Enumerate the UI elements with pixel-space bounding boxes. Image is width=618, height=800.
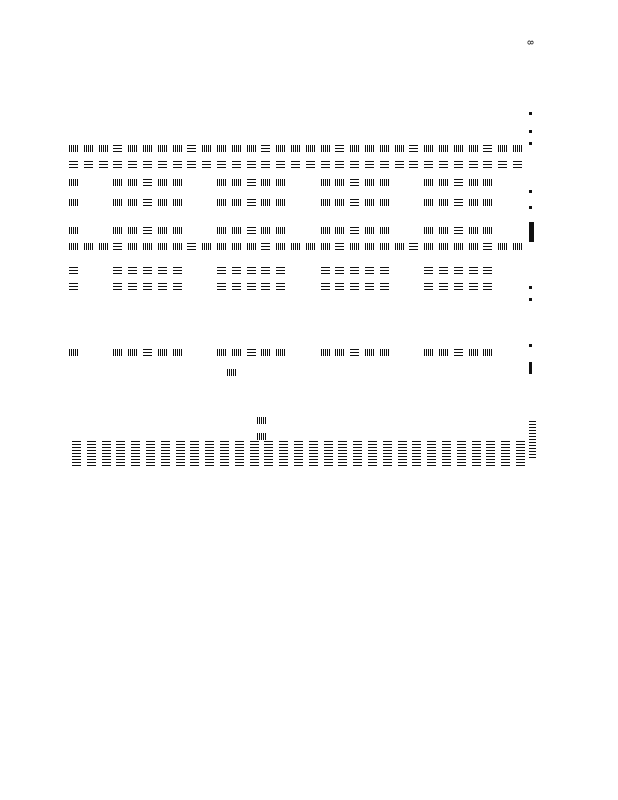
table-cell <box>454 199 463 206</box>
table-cell <box>257 417 266 424</box>
table-cell <box>291 161 300 168</box>
table-cell <box>143 267 152 274</box>
table-cell <box>350 161 359 168</box>
table-cell <box>469 199 478 206</box>
table-cell <box>380 227 389 234</box>
table-cell <box>113 267 122 274</box>
column-header <box>338 440 347 466</box>
table-cell <box>335 227 344 234</box>
table-cell <box>365 243 374 250</box>
table-cell <box>365 283 374 290</box>
table-cell <box>257 433 266 440</box>
side-mark <box>529 142 532 145</box>
table-cell <box>350 199 359 206</box>
table-cell <box>365 199 374 206</box>
table-cell <box>113 161 122 168</box>
table-cell <box>395 161 404 168</box>
table-cell <box>261 179 270 186</box>
column-header <box>116 440 125 466</box>
table-cell <box>276 199 285 206</box>
table-cell <box>217 179 226 186</box>
table-cell <box>128 199 137 206</box>
table-cell <box>173 243 182 250</box>
column-header <box>176 440 185 466</box>
table-cell <box>424 283 433 290</box>
table-cell <box>306 243 315 250</box>
table-cell <box>513 243 522 250</box>
table-cell <box>69 349 78 356</box>
table-cell <box>232 145 241 152</box>
table-cell <box>173 161 182 168</box>
table-cell <box>365 227 374 234</box>
table-cell <box>365 349 374 356</box>
table-cell <box>276 243 285 250</box>
page-number: 8 <box>525 39 535 46</box>
table-cell <box>247 145 256 152</box>
table-cell <box>365 145 374 152</box>
table-cell <box>173 179 182 186</box>
table-cell <box>217 199 226 206</box>
table-cell <box>217 283 226 290</box>
table-row <box>62 144 532 158</box>
table-cell <box>276 179 285 186</box>
side-mark <box>529 222 534 242</box>
table-cell <box>128 267 137 274</box>
table-cell <box>143 349 152 356</box>
column-header <box>235 440 244 466</box>
table-cell <box>247 161 256 168</box>
table-cell <box>173 267 182 274</box>
table-cell <box>469 145 478 152</box>
table-cell <box>247 283 256 290</box>
table-row <box>62 178 532 192</box>
table-cell <box>409 145 418 152</box>
table-cell <box>276 283 285 290</box>
table-cell <box>158 199 167 206</box>
side-mark <box>529 130 532 133</box>
table-cell <box>439 179 448 186</box>
table-cell <box>350 267 359 274</box>
table-cell <box>143 199 152 206</box>
table-cell <box>291 243 300 250</box>
table-cell <box>395 243 404 250</box>
table-cell <box>69 283 78 290</box>
table-cell <box>321 267 330 274</box>
table-cell <box>483 349 492 356</box>
table-cell <box>335 145 344 152</box>
table-cell <box>84 243 93 250</box>
table-cell <box>261 199 270 206</box>
table-cell <box>232 283 241 290</box>
table-cell <box>261 161 270 168</box>
table-cell <box>143 161 152 168</box>
column-header <box>324 440 333 466</box>
table-cell <box>380 283 389 290</box>
column-header <box>501 440 510 466</box>
table-cell <box>143 243 152 250</box>
table-cell <box>498 145 507 152</box>
table-cell <box>69 243 78 250</box>
table-cell <box>454 349 463 356</box>
table-cell <box>365 161 374 168</box>
table-cell <box>276 161 285 168</box>
table-cell <box>128 179 137 186</box>
table-cell <box>276 145 285 152</box>
table-cell <box>454 227 463 234</box>
table-cell <box>232 161 241 168</box>
table-cell <box>439 145 448 152</box>
table-cell <box>454 179 463 186</box>
table-cell <box>454 267 463 274</box>
column-header <box>161 440 170 466</box>
table-cell <box>469 283 478 290</box>
table-cell <box>143 227 152 234</box>
table-cell <box>128 161 137 168</box>
table-row <box>62 198 532 212</box>
table-cell <box>247 267 256 274</box>
table-cell <box>143 179 152 186</box>
table-cell <box>217 267 226 274</box>
table-cell <box>113 243 122 250</box>
table-row <box>62 282 532 296</box>
table-cell <box>469 227 478 234</box>
table-cell <box>202 243 211 250</box>
table-cell <box>335 349 344 356</box>
table-cell <box>439 283 448 290</box>
table-cell <box>217 227 226 234</box>
table-row <box>62 266 532 280</box>
column-header <box>383 440 392 466</box>
table-cell <box>69 199 78 206</box>
table-cell <box>276 267 285 274</box>
column-header <box>205 440 214 466</box>
table-cell <box>158 179 167 186</box>
table-cell <box>350 227 359 234</box>
table-cell <box>173 349 182 356</box>
table-cell <box>187 145 196 152</box>
table-cell <box>380 145 389 152</box>
table-cell <box>261 243 270 250</box>
table-cell <box>158 349 167 356</box>
table-cell <box>158 145 167 152</box>
table-cell <box>128 243 137 250</box>
table-cell <box>202 161 211 168</box>
table-cell <box>409 243 418 250</box>
table-cell <box>469 161 478 168</box>
table-cell <box>99 161 108 168</box>
table-cell <box>335 243 344 250</box>
table-cell <box>380 243 389 250</box>
table-cell <box>143 283 152 290</box>
table-cell <box>424 179 433 186</box>
table-cell <box>217 145 226 152</box>
table-cell <box>232 199 241 206</box>
column-header <box>427 440 436 466</box>
table-cell <box>439 349 448 356</box>
table-cell <box>350 283 359 290</box>
table-cell <box>261 227 270 234</box>
table-cell <box>380 179 389 186</box>
column-header <box>516 440 525 466</box>
table-cell <box>113 199 122 206</box>
table-cell <box>113 349 122 356</box>
column-header <box>279 440 288 466</box>
table-cell <box>335 161 344 168</box>
column-header <box>146 440 155 466</box>
column-header <box>309 440 318 466</box>
column-header <box>220 440 229 466</box>
side-mark <box>529 362 532 374</box>
table-cell <box>261 267 270 274</box>
side-mark <box>529 206 532 209</box>
table-cell <box>469 243 478 250</box>
table-cell <box>350 179 359 186</box>
table-cell <box>365 267 374 274</box>
table-cell <box>395 145 404 152</box>
table-cell <box>321 349 330 356</box>
table-cell <box>69 267 78 274</box>
table-cell <box>143 145 152 152</box>
column-header <box>457 440 466 466</box>
table-cell <box>113 145 122 152</box>
column-header <box>250 440 259 466</box>
table-cell <box>454 243 463 250</box>
table-cell <box>247 243 256 250</box>
table-cell <box>158 283 167 290</box>
table-cell <box>513 161 522 168</box>
table-cell <box>261 145 270 152</box>
side-mark <box>529 344 532 347</box>
side-mark <box>529 298 532 301</box>
table-cell <box>439 243 448 250</box>
table-cell <box>469 349 478 356</box>
table-cell <box>158 267 167 274</box>
table-cell <box>69 145 78 152</box>
table-cell <box>217 161 226 168</box>
column-header <box>472 440 481 466</box>
table-row <box>62 160 532 174</box>
table-cell <box>247 227 256 234</box>
table-cell <box>483 227 492 234</box>
side-mark <box>529 190 532 193</box>
table-cell <box>261 349 270 356</box>
table-cell <box>424 349 433 356</box>
rotated-data-table <box>62 136 532 476</box>
column-header <box>264 440 273 466</box>
table-cell <box>69 179 78 186</box>
column-header <box>353 440 362 466</box>
table-cell <box>99 145 108 152</box>
table-cell <box>306 145 315 152</box>
table-cell <box>424 267 433 274</box>
table-cell <box>128 227 137 234</box>
table-cell <box>247 199 256 206</box>
table-cell <box>483 243 492 250</box>
table-cell <box>113 227 122 234</box>
column-header <box>102 440 111 466</box>
table-cell <box>84 161 93 168</box>
table-cell <box>483 145 492 152</box>
table-cell <box>380 199 389 206</box>
column-header <box>294 440 303 466</box>
table-cell <box>335 267 344 274</box>
table-cell <box>483 283 492 290</box>
table-cell <box>380 349 389 356</box>
table-cell <box>173 199 182 206</box>
table-cell <box>187 243 196 250</box>
table-cell <box>469 179 478 186</box>
table-cell <box>232 243 241 250</box>
table-cell <box>217 243 226 250</box>
table-cell <box>321 283 330 290</box>
side-mark <box>529 420 536 458</box>
table-cell <box>439 267 448 274</box>
table-cell <box>439 161 448 168</box>
table-cell <box>99 243 108 250</box>
table-cell <box>247 179 256 186</box>
table-cell <box>84 145 93 152</box>
table-cell <box>439 227 448 234</box>
table-cell <box>454 145 463 152</box>
table-cell <box>321 161 330 168</box>
column-header <box>87 440 96 466</box>
table-cell <box>424 243 433 250</box>
table-cell <box>335 283 344 290</box>
table-cell <box>321 145 330 152</box>
table-cell <box>306 161 315 168</box>
table-cell <box>321 227 330 234</box>
table-cell <box>173 145 182 152</box>
table-cell <box>69 161 78 168</box>
table-cell <box>409 161 418 168</box>
table-cell <box>483 161 492 168</box>
column-header <box>412 440 421 466</box>
table-cell <box>247 349 256 356</box>
table-cell <box>232 349 241 356</box>
side-mark <box>529 112 532 115</box>
table-cell <box>380 161 389 168</box>
table-cell <box>217 349 226 356</box>
table-cell <box>321 243 330 250</box>
table-cell <box>350 145 359 152</box>
table-cell <box>158 161 167 168</box>
table-cell <box>513 145 522 152</box>
table-cell <box>158 243 167 250</box>
table-row <box>62 242 532 256</box>
table-cell <box>321 199 330 206</box>
table-cell <box>335 199 344 206</box>
column-header <box>131 440 140 466</box>
table-cell <box>158 227 167 234</box>
table-cell <box>483 267 492 274</box>
table-cell <box>498 161 507 168</box>
table-cell <box>113 179 122 186</box>
table-row <box>62 348 532 362</box>
table-cell <box>128 349 137 356</box>
table-cell <box>173 227 182 234</box>
table-cell <box>128 145 137 152</box>
table-cell <box>335 179 344 186</box>
table-cell <box>128 283 137 290</box>
table-cell <box>232 179 241 186</box>
table-cell <box>424 161 433 168</box>
table-cell <box>483 179 492 186</box>
table-cell <box>469 267 478 274</box>
column-header <box>398 440 407 466</box>
table-cell <box>365 179 374 186</box>
table-cell <box>69 227 78 234</box>
table-cell <box>439 199 448 206</box>
table-cell <box>424 199 433 206</box>
table-cell <box>454 161 463 168</box>
table-cell <box>232 267 241 274</box>
table-cell <box>173 283 182 290</box>
table-cell <box>291 145 300 152</box>
column-header <box>190 440 199 466</box>
table-cell <box>276 227 285 234</box>
table-cell <box>321 179 330 186</box>
table-cell <box>424 145 433 152</box>
side-mark <box>529 286 532 289</box>
table-cell <box>380 267 389 274</box>
table-cell <box>276 349 285 356</box>
table-cell <box>202 145 211 152</box>
column-header <box>486 440 495 466</box>
table-cell <box>350 349 359 356</box>
table-cell <box>232 227 241 234</box>
table-cell <box>454 283 463 290</box>
table-cell <box>227 369 236 376</box>
column-header <box>442 440 451 466</box>
column-header <box>368 440 377 466</box>
table-cell <box>498 243 507 250</box>
table-cell <box>350 243 359 250</box>
table-cell <box>113 283 122 290</box>
table-cell <box>483 199 492 206</box>
table-row <box>62 226 532 240</box>
table-cell <box>261 283 270 290</box>
column-header <box>72 440 81 466</box>
table-cell <box>187 161 196 168</box>
table-cell <box>424 227 433 234</box>
